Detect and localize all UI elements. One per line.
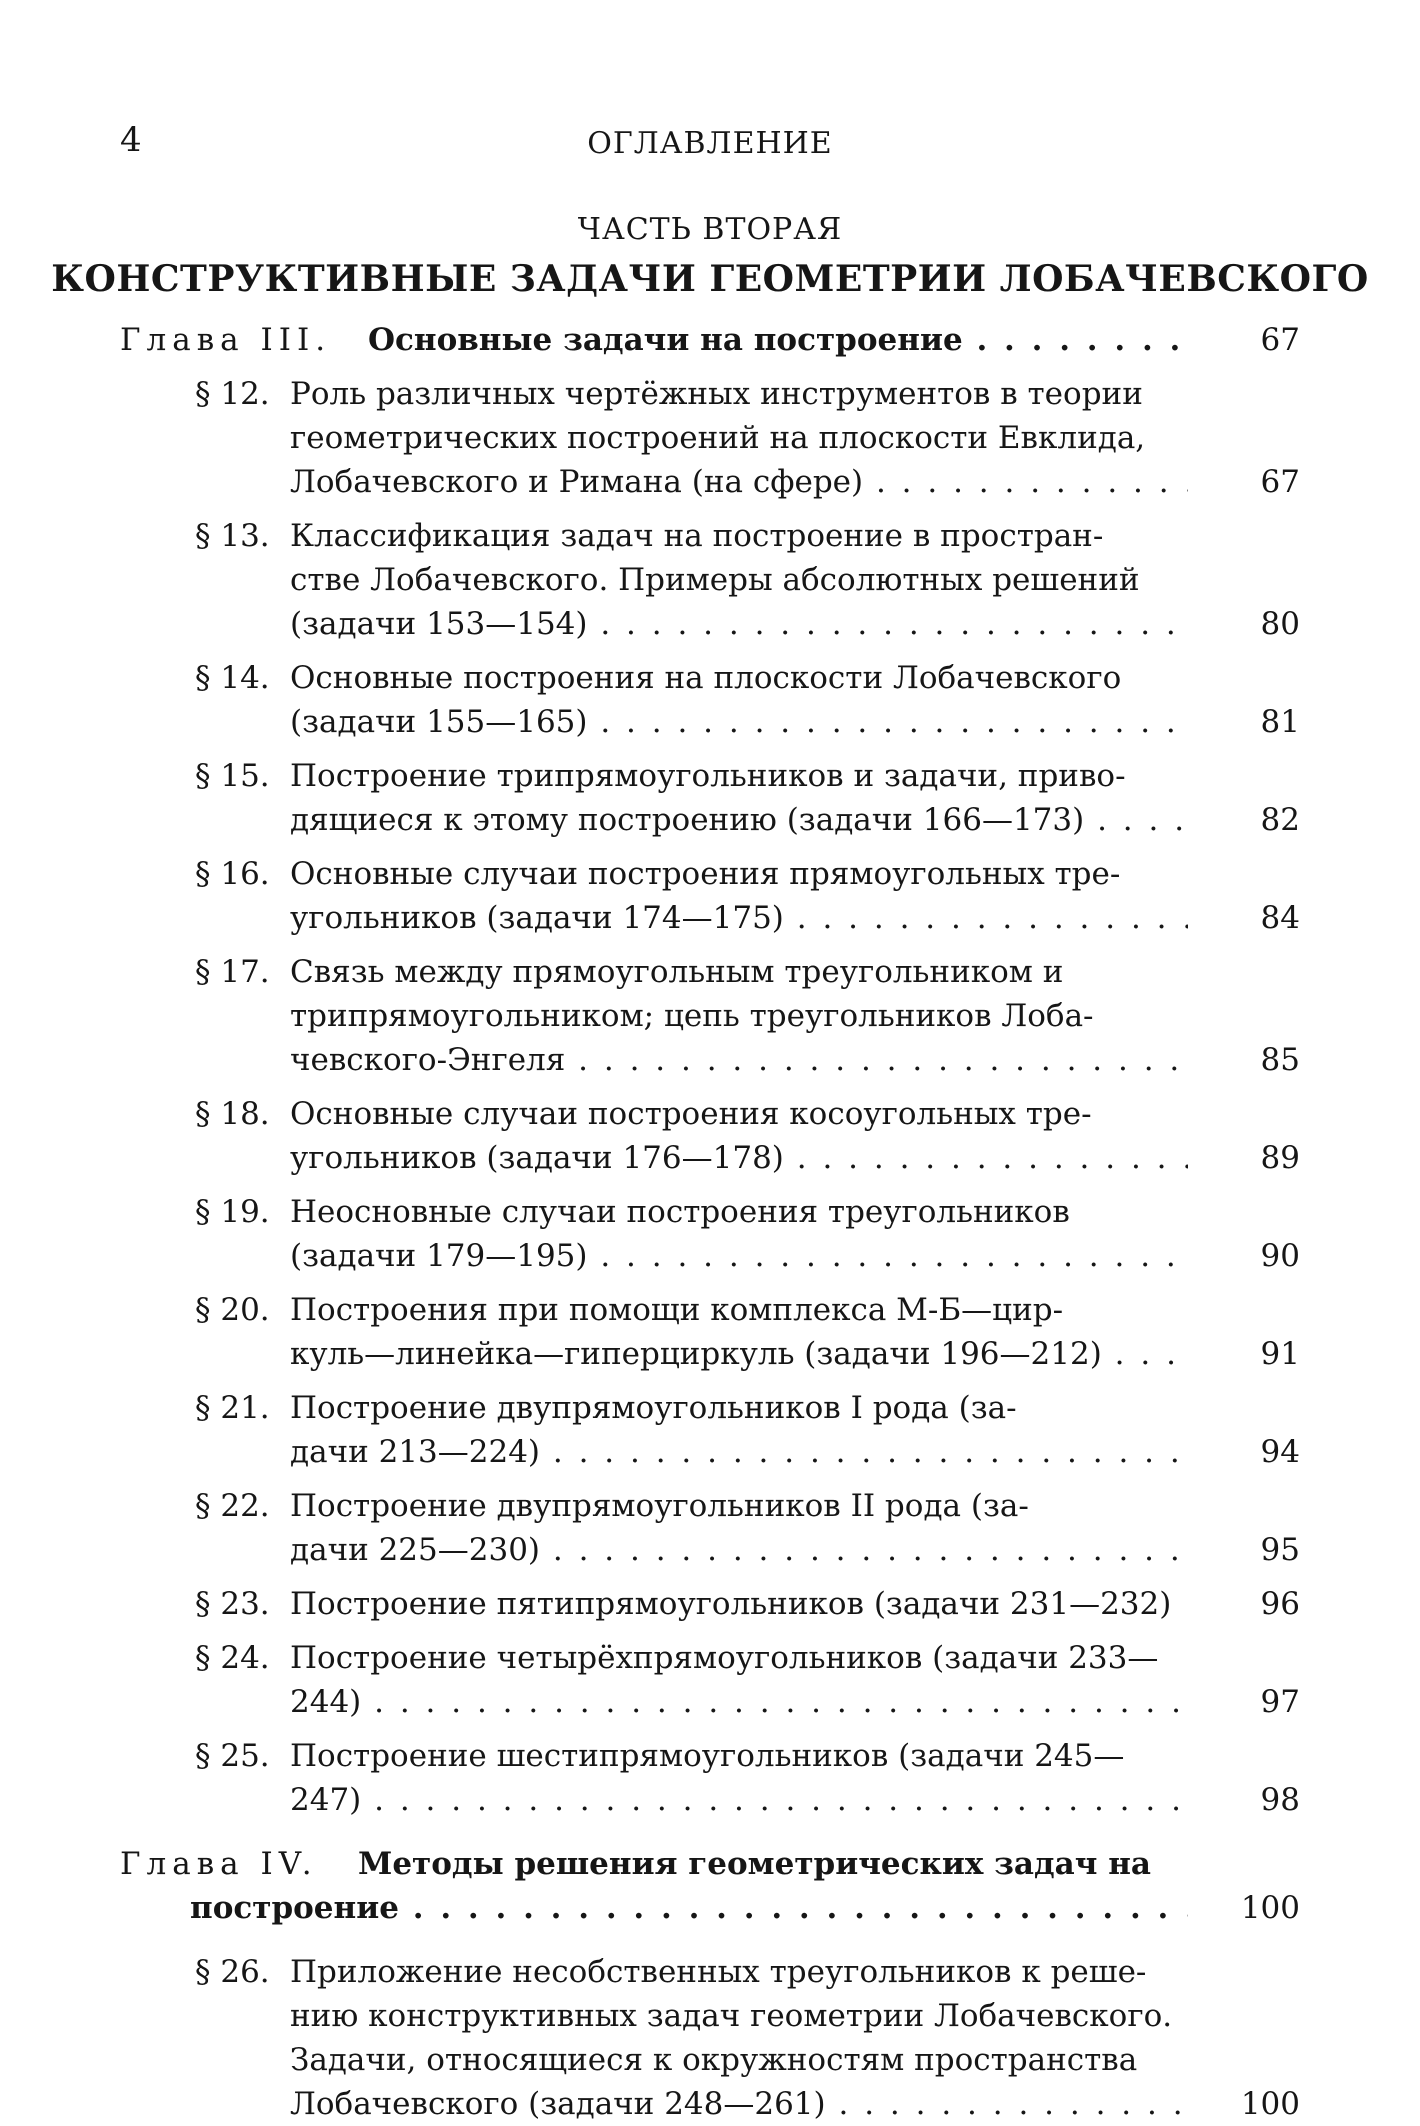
section-19-entry xyxy=(0,1190,1420,1278)
section-18-line-1: Основные случаи построения косоугольных тре- xyxy=(290,1096,1092,1132)
section-26-line-1: Приложение несобственных треугольников к реше- xyxy=(290,1954,1147,1990)
section-15-line-2: дящиеся к этому построению (задачи 166—173) . . . xyxy=(290,798,1188,842)
chapter-3-prefix: Глава III. xyxy=(120,322,332,358)
section-21-entry xyxy=(0,1386,1420,1474)
section-17-line-2: трипрямоугольником; цепь треугольников Лоба- xyxy=(290,998,1094,1034)
section-15-entry xyxy=(0,754,1420,842)
section-16-line-2: угольников (задачи 174—175) . . . xyxy=(290,896,1188,940)
section-21-page: 94 xyxy=(1260,1434,1300,1470)
section-13-line-3: (задачи 153—154) . . . xyxy=(290,602,1188,646)
section-13-line-1: Классификация задач на построение в простран- xyxy=(290,518,1104,554)
chapter-3-entry xyxy=(0,318,1420,362)
chapter-4-entry xyxy=(0,1842,1420,1930)
section-20-line-1: Построения при помощи комплекса М-Б—цир- xyxy=(290,1292,1064,1328)
section-12-line-1: Роль различных чертёжных инструментов в теории xyxy=(290,376,1143,412)
section-18-entry xyxy=(0,1092,1420,1180)
section-21-number: § 21. xyxy=(195,1390,270,1426)
section-18-line-2: угольников (задачи 176—178) . . . xyxy=(290,1136,1188,1180)
section-26-line-2: нию конструктивных задач геометрии Лобачевского. xyxy=(290,1998,1173,2034)
section-18-number: § 18. xyxy=(195,1096,270,1132)
section-25-number: § 25. xyxy=(195,1738,270,1774)
section-19-number: § 19. xyxy=(195,1194,270,1230)
section-15-line-1: Построение трипрямоугольников и задачи, приво- xyxy=(290,758,1126,794)
section-13-page: 80 xyxy=(1260,606,1300,642)
section-19-page: 90 xyxy=(1260,1238,1300,1274)
chapter-4-page: 100 xyxy=(1240,1890,1300,1926)
section-20-number: § 20. xyxy=(195,1292,270,1328)
section-14-line-1: Основные построения на плоскости Лобачевского xyxy=(290,660,1122,696)
section-17-number: § 17. xyxy=(195,954,270,990)
section-21-line-2: дачи 213—224) . . . xyxy=(290,1430,1188,1474)
section-22-number: § 22. xyxy=(195,1488,270,1524)
section-23-line-1: Построение пятипрямоугольников (задачи 231—232) xyxy=(290,1586,1172,1622)
section-25-page: 98 xyxy=(1260,1782,1300,1818)
section-22-line-1: Построение двупрямоугольников II рода (за- xyxy=(290,1488,1029,1524)
section-17-page: 85 xyxy=(1260,1042,1300,1078)
section-22-line-2: дачи 225—230) . . . xyxy=(290,1528,1188,1572)
chapter-3-page: 67 xyxy=(1260,322,1300,358)
section-24-line-1: Построение четырёхпрямоугольников (задачи 233— xyxy=(290,1640,1159,1676)
section-12-number: § 12. xyxy=(195,376,270,412)
section-15-number: § 15. xyxy=(195,758,270,794)
section-12-entry xyxy=(0,372,1420,504)
section-13-number: § 13. xyxy=(195,518,270,554)
section-20-page: 91 xyxy=(1260,1336,1300,1372)
section-22-page: 95 xyxy=(1260,1532,1300,1568)
section-19-line-1: Неосновные случаи построения треугольников xyxy=(290,1194,1070,1230)
section-25-line-1: Построение шестипрямоугольников (задачи 245— xyxy=(290,1738,1125,1774)
section-14-page: 81 xyxy=(1260,704,1300,740)
section-26-line-4: Лобачевского (задачи 248—261) . . . xyxy=(290,2082,1188,2126)
section-14-entry xyxy=(0,656,1420,744)
chapter-4-title-line-1: Методы решения геометрических задач на xyxy=(358,1846,1152,1882)
section-15-page: 82 xyxy=(1260,802,1300,838)
section-16-line-1: Основные случаи построения прямоугольных тре- xyxy=(290,856,1121,892)
section-12-line-2: геометрических построений на плоскости Евклида, xyxy=(290,420,1146,456)
section-21-line-1: Построение двупрямоугольников I рода (за- xyxy=(290,1390,1017,1426)
section-20-entry xyxy=(0,1288,1420,1376)
section-26-page: 100 xyxy=(1240,2086,1300,2122)
section-17-entry xyxy=(0,950,1420,1082)
section-12-page: 67 xyxy=(1260,464,1300,500)
chapter-4-title-line-2: построение . . . xyxy=(190,1886,1188,1930)
section-23-page: 96 xyxy=(1260,1586,1300,1622)
section-24-line-2: 244) . . . xyxy=(290,1680,1188,1724)
chapter-3-title: Основные задачи на построение . . . xyxy=(368,318,1188,362)
part-title: КОНСТРУКТИВНЫЕ ЗАДАЧИ ГЕОМЕТРИИ ЛОБАЧЕВСКОГО xyxy=(51,258,1369,300)
section-13-entry xyxy=(0,514,1420,646)
section-17-line-3: чевского-Энгеля . . . xyxy=(290,1038,1188,1082)
section-16-page: 84 xyxy=(1260,900,1300,936)
section-16-entry xyxy=(0,852,1420,940)
section-14-line-2: (задачи 155—165) . . . xyxy=(290,700,1188,744)
section-19-line-2: (задачи 179—195) . . . xyxy=(290,1234,1188,1278)
section-26-entry xyxy=(0,1950,1420,2126)
section-26-number: § 26. xyxy=(195,1954,270,1990)
chapter-4-prefix: Глава IV. xyxy=(120,1846,318,1882)
section-18-page: 89 xyxy=(1260,1140,1300,1176)
running-title: ОГЛАВЛЕНИЕ xyxy=(587,126,833,161)
section-24-page: 97 xyxy=(1260,1684,1300,1720)
section-24-entry xyxy=(0,1636,1420,1724)
section-25-line-2: 247) . . . xyxy=(290,1778,1188,1822)
section-23-entry xyxy=(0,1582,1420,1626)
section-24-number: § 24. xyxy=(195,1640,270,1676)
section-12-line-3: Лобачевского и Римана (на сфере) . . . xyxy=(290,460,1188,504)
section-26-line-3: Задачи, относящиеся к окружностям пространства xyxy=(290,2042,1138,2078)
section-20-line-2: куль—линейка—гиперциркуль (задачи 196—212) . . . xyxy=(290,1332,1188,1376)
section-16-number: § 16. xyxy=(195,856,270,892)
section-13-line-2: стве Лобачевского. Примеры абсолютных решений xyxy=(290,562,1140,598)
table-of-contents xyxy=(0,318,1420,2126)
page-number: 4 xyxy=(120,120,142,160)
section-25-entry xyxy=(0,1734,1420,1822)
section-17-line-1: Связь между прямоугольным треугольником и xyxy=(290,954,1064,990)
section-14-number: § 14. xyxy=(195,660,270,696)
section-22-entry xyxy=(0,1484,1420,1572)
section-23-number: § 23. xyxy=(195,1586,270,1622)
part-label: ЧАСТЬ ВТОРАЯ xyxy=(577,212,843,247)
